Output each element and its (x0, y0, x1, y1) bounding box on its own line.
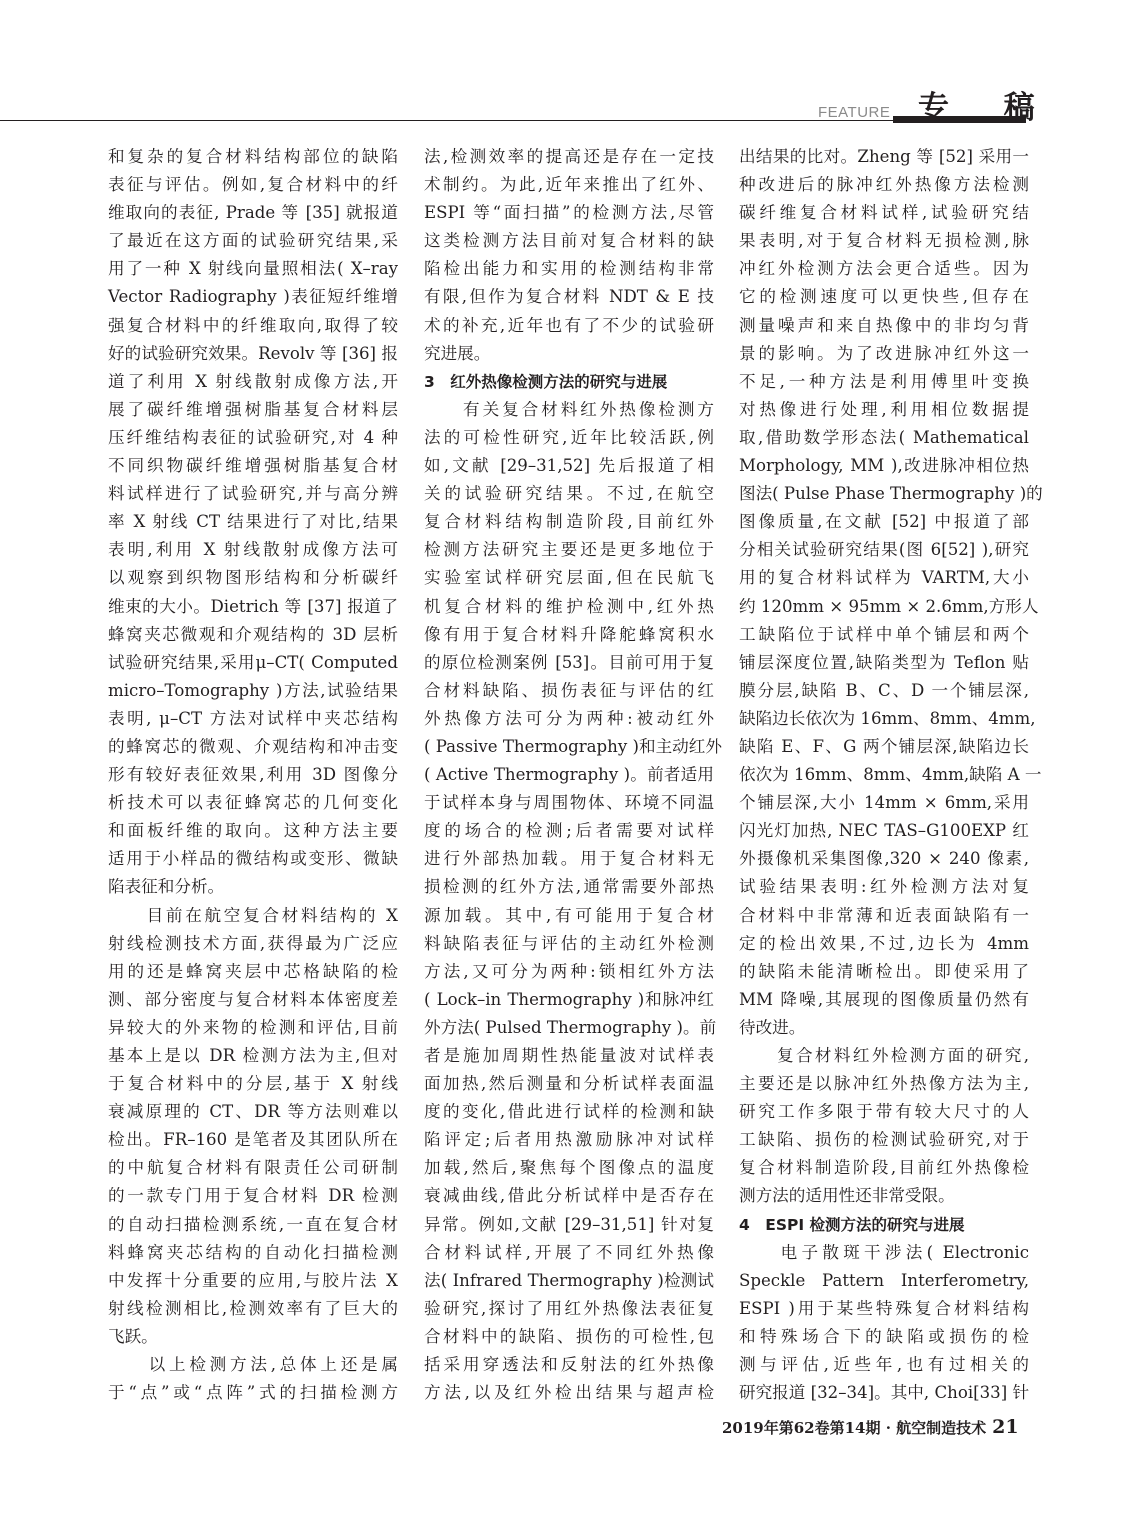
text-line: 面加热,然后测量和分析试样表面温 (424, 1074, 714, 1094)
text-line: 表明, μ–CT 方法对试样中夹芯结构 (108, 708, 398, 728)
text-line: 于复合材料中的分层,基于 X 射线 (108, 1074, 398, 1094)
text-line: 陷评定;后者用热激励脉冲对试样 (424, 1130, 714, 1150)
text-line: ( Passive Thermography )和主动红外 (424, 736, 722, 756)
text-line: 异常。例如,文献 [29–31,51] 针对复 (424, 1214, 714, 1234)
text-line: 了最近在这方面的试验研究结果,采 (108, 231, 398, 251)
text-line: 外摄像机采集图像,320 × 240 像素, (739, 849, 1029, 869)
text-line: 验研究,探讨了用红外热像法表征复 (424, 1298, 714, 1318)
text-line: 和特殊场合下的缺陷或损伤的检 (739, 1326, 1029, 1346)
text-line: 电子散斑干涉法( Electronic (739, 1242, 1029, 1262)
text-line: 基本上是以 DR 检测方法为主,但对 (108, 1046, 398, 1065)
text-line: 好的试验研究效果。Revolv 等 [36] 报 (108, 343, 398, 363)
text-line: 进行外部热加载。用于复合材料无 (424, 849, 714, 869)
text-line: 外热像方法可分为两种:被动红外 (424, 708, 714, 728)
text-line: 源加载。其中,有可能用于复合材 (424, 905, 714, 925)
text-line: 不足,一种方法是利用傅里叶变换 (739, 371, 1029, 391)
text-line: 形有较好表征效果,利用 3D 图像分 (108, 765, 398, 785)
text-line: ( Lock–in Thermography )和脉冲红 (424, 989, 714, 1009)
text-line: 冲红外检测方法会更合适些。因为 (739, 259, 1029, 279)
text-line: ( Active Thermography )。前者适用 (424, 765, 714, 785)
text-line: 于试样本身与周围物体、环境不同温 (424, 793, 714, 813)
text-line: 法的可检性研究,近年比较活跃,例 (424, 427, 714, 447)
text-line: 强复合材料中的纤维取向,取得了较 (108, 315, 398, 335)
text-line: 测量噪声和来自热像中的非均匀背 (739, 315, 1029, 335)
section-title: 专 稿 (918, 90, 1057, 126)
text-line: 维束的大小。Dietrich 等 [37] 报道了 (108, 596, 398, 616)
text-line: 方法,以及红外检出结果与超声检 (424, 1383, 714, 1403)
text-line: 以上检测方法,总体上还是属 (108, 1355, 398, 1375)
text-line: 中发挥十分重要的应用,与胶片法 X (108, 1270, 398, 1290)
text-line: 研究报道 [32–34]。其中, Choi[33] 针 (739, 1383, 1030, 1403)
journal-issue: 2019年第62卷第14期 · 航空制造技术 (722, 1419, 987, 1437)
text-line: 试验研究结果,采用μ–CT( Computed (108, 652, 398, 672)
text-line: 碳纤维复合材料试样,试验研究结 (739, 203, 1029, 223)
text-line: 有限,但作为复合材料 NDT & E 技 (424, 287, 714, 307)
text-line: 的蜂窝芯的微观、介观结构和冲击变 (108, 736, 398, 756)
text-line: MM 降噪,其展现的图像质量仍然有 (739, 989, 1029, 1009)
text-line: 铺层深度位置,缺陷类型为 Teflon 贴 (739, 652, 1029, 672)
text-line: 陷检出能力和实用的检测结构非常 (424, 259, 714, 279)
text-line: 道了利用 X 射线散射成像方法,开 (108, 371, 398, 391)
text-line: 它的检测速度可以更快些,但存在 (739, 287, 1029, 307)
text-line: 加载,然后,聚焦每个图像点的温度 (424, 1158, 714, 1178)
text-column-3 (739, 143, 1043, 1407)
text-line: 括采用穿透法和反射法的红外热像 (424, 1355, 714, 1375)
text-line: 法( Infrared Thermography )检测试 (424, 1270, 714, 1290)
text-line: 缺陷 E、F、G 两个铺层深,缺陷边长 (739, 736, 1029, 756)
text-line: 度的变化,借此进行试样的检测和缺 (424, 1102, 714, 1122)
text-line: 外方法( Pulsed Thermography )。前 (424, 1017, 717, 1037)
text-line: 定的检出效果,不过,边长为 4mm (739, 933, 1029, 953)
text-line: 合材料试样,开展了不同红外热像 (424, 1242, 714, 1262)
text-line: 的自动扫描检测系统,一直在复合材 (108, 1214, 398, 1234)
text-line: 景的影响。为了改进脉冲红外这一 (739, 343, 1029, 363)
text-line: Morphology, MM ),改进脉冲相位热 (739, 456, 1029, 476)
text-line: 取,借助数学形态法( Mathematical (739, 427, 1029, 447)
text-line: 测方法的适用性还非常受限。 (739, 1186, 955, 1206)
text-line: 用的还是蜂窝夹层中芯格缺陷的检 (108, 961, 398, 981)
text-column-1 (108, 143, 398, 1407)
text-line: 闪光灯加热, NEC TAS–G100EXP 红 (739, 821, 1029, 841)
text-line: 蜂窝夹芯微观和介观结构的 3D 层析 (108, 624, 398, 644)
text-line: 关的试验研究结果。不过,在航空 (424, 484, 714, 504)
text-line: 压纤维结构表征的试验研究,对 4 种 (108, 427, 398, 447)
text-line: 和面板纤维的取向。这种方法主要 (108, 821, 398, 841)
text-line: 率 X 射线 CT 结果进行了对比,结果 (108, 512, 398, 532)
text-line: 陷表征和分析。 (108, 877, 225, 897)
text-line: micro–Tomography )方法,试验结果 (108, 680, 398, 700)
text-line: 术制约。为此,近年来推出了红外、 (424, 175, 714, 195)
text-line: 者是施加周期性热能量波对试样表 (424, 1046, 714, 1065)
text-line: 维取向的表征, Prade 等 [35] 就报道 (108, 203, 398, 223)
text-line: 缺陷边长依次为 16mm、8mm、4mm, (739, 708, 1036, 728)
text-line: 测与评估,近些年,也有过相关的 (739, 1355, 1029, 1375)
text-line: 度的场合的检测;后者需要对试样 (424, 821, 714, 841)
text-line: 射线检测技术方面,获得最为广泛应 (108, 933, 398, 953)
text-line: 料蜂窝夹芯结构的自动化扫描检测 (108, 1242, 398, 1262)
header-rule (0, 120, 900, 121)
text-line: 工缺陷位于试样中单个铺层和两个 (739, 624, 1029, 644)
text-line: 个铺层深,大小 14mm × 6mm,采用 (739, 793, 1029, 813)
text-line: 测、部分密度与复合材料本体密度差 (108, 989, 398, 1009)
text-line: ESPI 等“面扫描”的检测方法,尽管 (424, 203, 714, 223)
text-line: 实验室试样研究层面,但在民航飞 (424, 568, 714, 588)
text-line: 依次为 16mm、8mm、4mm,缺陷 A 一 (739, 765, 1042, 785)
text-line: 法,检测效率的提高还是存在一定技 (424, 147, 714, 166)
text-line: 合材料中的缺陷、损伤的可检性,包 (424, 1326, 714, 1346)
text-line: 损检测的红外方法,通常需要外部热 (424, 877, 714, 897)
text-line: 试验结果表明:红外检测方法对复 (739, 877, 1029, 897)
text-line: 复合材料红外检测方面的研究, (739, 1046, 1029, 1065)
text-line: 衰减原理的 CT、DR 等方法则难以 (108, 1102, 398, 1122)
text-line: 主要还是以脉冲红外热像方法为主, (739, 1074, 1029, 1094)
text-line: Speckle Pattern Interferometry, (739, 1270, 1029, 1290)
page-number: 21 (992, 1416, 1019, 1438)
text-line: 机复合材料的维护检测中,红外热 (424, 596, 714, 616)
text-line: 的原位检测案例 [53]。目前可用于复 (424, 652, 714, 672)
text-line: 的缺陷未能清晰检出。即使采用了 (739, 961, 1029, 981)
text-line: 检测方法研究主要还是更多地位于 (424, 540, 714, 560)
text-line: 料试样进行了试验研究,并与高分辨 (108, 484, 398, 504)
text-line: 图像质量,在文献 [52] 中报道了部 (739, 512, 1029, 532)
text-line: Vector Radiography )表征短纤维增 (108, 287, 398, 307)
text-line: 展了碳纤维增强树脂基复合材料层 (108, 399, 398, 419)
text-line: 如,文献 [29–31,52] 先后报道了相 (424, 456, 714, 476)
text-line: 术的补充,近年也有了不少的试验研 (424, 315, 714, 335)
feature-label: FEATURE (818, 104, 891, 121)
text-line: 待改进。 (739, 1017, 806, 1037)
text-line: 以观察到织物图形结构和分析碳纤 (108, 568, 398, 588)
page-footer (722, 1416, 1019, 1438)
text-line: 用的复合材料试样为 VARTM,大小 (739, 568, 1029, 588)
text-line: 衰减曲线,借此分析试样中是否存在 (424, 1186, 714, 1206)
text-line: 复合材料制造阶段,目前红外热像检 (739, 1158, 1029, 1178)
text-line: 工缺陷、损伤的检测试验研究,对于 (739, 1130, 1029, 1150)
text-line: 异较大的外来物的检测和评估,目前 (108, 1017, 398, 1037)
text-line: 析技术可以表征蜂窝芯的几何变化 (108, 793, 398, 813)
text-line: 果表明,对于复合材料无损检测,脉 (739, 231, 1029, 251)
text-line: 射线检测相比,检测效率有了巨大的 (108, 1298, 398, 1318)
text-line: 复合材料结构制造阶段,目前红外 (424, 512, 714, 532)
text-line: 有关复合材料红外热像检测方 (424, 399, 714, 419)
text-line: 研究工作多限于带有较大尺寸的人 (739, 1102, 1029, 1122)
text-line: ESPI )用于某些特殊复合材料结构 (739, 1298, 1029, 1318)
text-line: 种改进后的脉冲红外热像方法检测 (739, 175, 1029, 195)
text-line: 适用于小样品的微结构或变形、微缺 (108, 849, 398, 869)
text-line: 合材料中非常薄和近表面缺陷有一 (739, 905, 1029, 925)
text-line: 这类检测方法目前对复合材料的缺 (424, 231, 714, 251)
text-line: 出结果的比对。Zheng 等 [52] 采用一 (739, 147, 1029, 166)
text-line: 料缺陷表征与评估的主动红外检测 (424, 933, 714, 953)
text-line: 的一款专门用于复合材料 DR 检测 (108, 1186, 398, 1206)
text-line: 的中航复合材料有限责任公司研制 (108, 1158, 398, 1178)
text-line: 究进展。 (424, 343, 491, 363)
section-heading: 3 红外热像检测方法的研究与进展 (424, 372, 668, 391)
text-column-2 (424, 143, 722, 1407)
text-line: 不同织物碳纤维增强树脂基复合材 (108, 456, 398, 476)
text-line: 检出。FR–160 是笔者及其团队所在 (108, 1130, 398, 1150)
text-line: 方法,又可分为两种:锁相红外方法 (424, 961, 714, 981)
text-line: 合材料缺陷、损伤表征与评估的红 (424, 680, 714, 700)
text-line: 和复杂的复合材料结构部位的缺陷 (108, 147, 398, 166)
text-line: 对热像进行处理,利用相位数据提 (739, 399, 1029, 419)
text-line: 膜分层,缺陷 B、C、D 一个铺层深, (739, 680, 1029, 700)
text-line: 像有用于复合材料升降舵蜂窝积水 (424, 624, 714, 644)
text-line: 于“点”或“点阵”式的扫描检测方 (108, 1383, 398, 1403)
section-heading: 4 ESPI 检测方法的研究与进展 (739, 1215, 965, 1234)
text-line: 飞跃。 (108, 1326, 158, 1346)
text-line: 表明,利用 X 射线散射成像方法可 (108, 540, 398, 560)
text-line: 约 120mm × 95mm × 2.6mm,方形人 (739, 596, 1039, 616)
text-line: 目前在航空复合材料结构的 X (108, 905, 398, 925)
text-line: 表征与评估。例如,复合材料中的纤 (108, 175, 398, 195)
text-line: 用了一种 X 射线向量照相法( X–ray (108, 259, 398, 279)
text-line: 图法( Pulse Phase Thermography )的 (739, 484, 1043, 504)
text-line: 分相关试验研究结果(图 6[52] ),研究 (739, 540, 1029, 560)
